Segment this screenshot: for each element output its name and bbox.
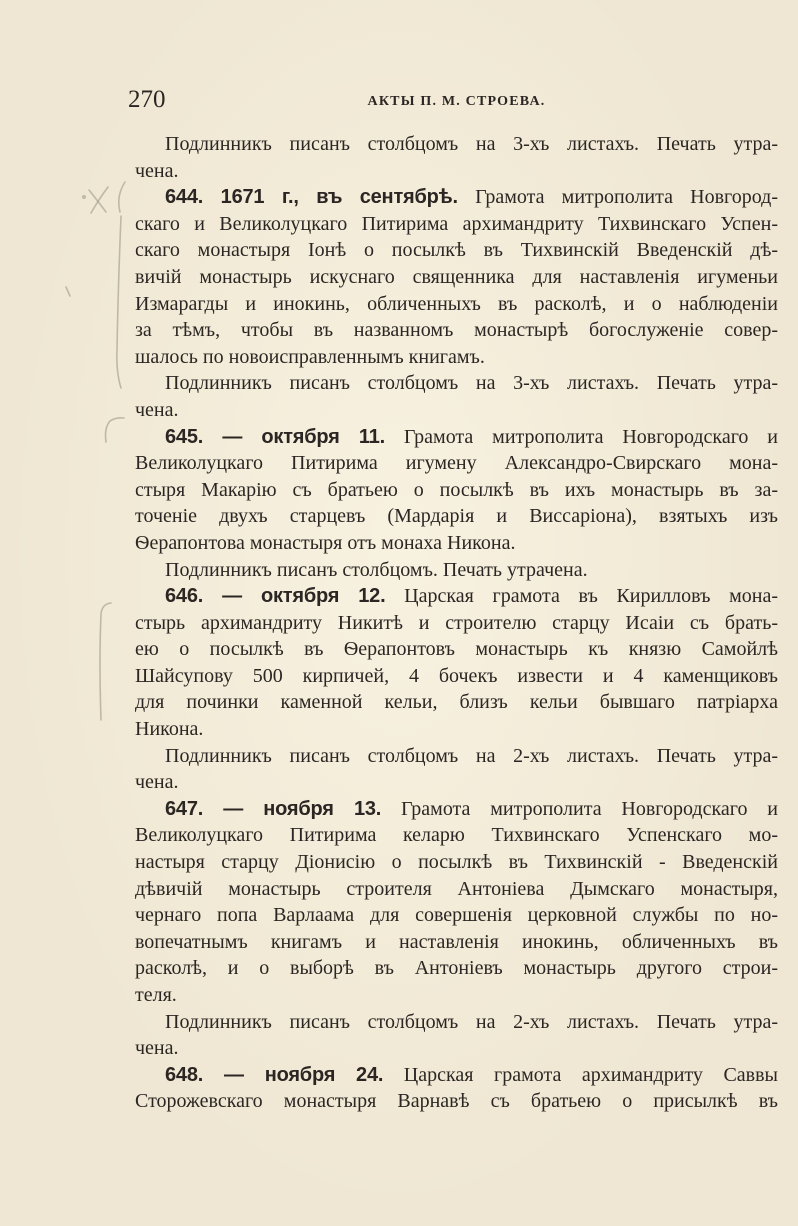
text-line: шалось по новоисправленнымъ книгамъ. <box>135 345 485 368</box>
text-line: чернаго попа Варлаама для совершенія церковной службы по но- <box>135 904 778 927</box>
text-line <box>135 424 778 451</box>
text-line: настыря старцу Діонисію о посылкѣ въ Тихвинскій - Введенскій <box>135 851 778 874</box>
document-entry-644 <box>135 184 778 370</box>
text-line <box>135 184 778 211</box>
text-line: Никона. <box>135 718 204 741</box>
text-line: Подлинникъ писанъ столбцомъ. Печать утрачена. <box>165 558 588 581</box>
text-line: стыря Макарію съ братьею о посылкѣ въ ихъ монастырь въ за- <box>135 478 778 501</box>
text-line: дѣвичій монастырь строителя Антоніева Дымскаго монастыря, <box>135 877 778 900</box>
text-line: за тѣмъ, чтобы въ названномъ монастырѣ богослуженіе совер- <box>135 319 778 342</box>
archival-note <box>135 1009 778 1062</box>
entry-heading: 646. — октября 12. <box>165 585 386 608</box>
running-title: АКТЫ П. М. СТРОЕВА. <box>367 94 546 109</box>
archival-note <box>135 743 778 796</box>
text-line <box>135 1062 778 1089</box>
text-line: стырь архимандриту Никитѣ и строителю старцу Исаіи съ брать- <box>135 611 778 634</box>
entry-heading: 647. — ноября 13. <box>165 797 382 820</box>
text-line: Подлинникъ писанъ столбцомъ на 2-хъ листахъ. Печать утра- <box>165 1010 778 1033</box>
text-line: для починки каменной кельи, близъ кельи бывшаго патріарха <box>135 691 778 714</box>
pencil-mark <box>89 190 106 212</box>
pencil-mark <box>91 187 108 213</box>
pencil-mark <box>100 603 111 720</box>
pencil-dot <box>83 196 85 198</box>
text-line: чена. <box>135 771 179 794</box>
text-line <box>135 796 778 823</box>
text-line: Великолуцкаго Питирима игумену Александро-Свирскаго мона- <box>135 452 778 475</box>
text-line: Великолуцкаго Питирима келарю Тихвинскаго Успенскаго мо- <box>135 824 778 847</box>
entry-text: Царская грамота въ Кирилловъ мона- <box>404 585 778 608</box>
archival-note <box>135 131 778 184</box>
entry-text: Грамота митрополита Новгородскаго и <box>400 797 778 820</box>
entry-heading: 648. — ноября 24. <box>165 1063 384 1086</box>
text-line: скаго монастыря Іонѣ о посылкѣ въ Тихвинскій Введенскій дѣ- <box>135 239 778 262</box>
text-line: скаго и Великолуцкаго Питирима архимандриту Тихвинскаго Успен- <box>135 212 778 235</box>
document-entry-645 <box>135 424 778 557</box>
text-line: чена. <box>135 398 179 421</box>
text-line: расколѣ, и о выборѣ въ Антоніевъ монастырь другого строи- <box>135 957 778 980</box>
text-line: Подлинникъ писанъ столбцомъ на 2-хъ листахъ. Печать утра- <box>165 744 778 767</box>
document-entry-647 <box>135 796 778 1009</box>
entry-text: Грамота митрополита Новгородскаго и <box>403 425 778 448</box>
pencil-mark <box>117 216 121 388</box>
entry-heading: 645. — октября 11. <box>165 425 385 448</box>
text-line: Подлинникъ писанъ столбцомъ на 3-хъ листахъ. Печать утра- <box>165 372 778 395</box>
pencil-mark <box>106 418 125 442</box>
text-line: вопечатнымъ книгамъ и наставленія инокинь, обличенныхъ въ <box>135 930 778 953</box>
document-entry-648 <box>135 1062 778 1115</box>
text-line: теля. <box>135 984 177 1006</box>
archival-note <box>135 370 778 423</box>
text-line: Подлинникъ писанъ столбцомъ на 3-хъ листахъ. Печать утра- <box>165 133 778 155</box>
text-column <box>135 131 778 1115</box>
text-line: вичій монастырь искуснаго священника для наставленія игуменьи <box>135 265 778 288</box>
text-line <box>135 583 778 610</box>
pencil-mark <box>119 182 125 212</box>
entry-text: Царская грамота архимандриту Саввы <box>403 1063 778 1086</box>
text-line: ею о посылкѣ въ Ѳерапонтовъ монастырь къ князю Самойлѣ <box>135 638 778 661</box>
text-line: Ѳерапонтова монастыря отъ монаха Никона. <box>135 531 516 554</box>
entry-text: Грамота митрополита Новгород- <box>475 186 778 209</box>
archival-note <box>135 557 778 584</box>
page-number: 270 <box>128 86 166 113</box>
text-line: чена. <box>135 1037 179 1060</box>
text-line: Сторожевскаго монастыря Варнавѣ съ братьею о присылкѣ въ <box>135 1090 778 1113</box>
text-line: точеніе двухъ старцевъ (Мардарія и Виссаріона), взятыхъ изъ <box>135 505 778 528</box>
document-entry-646 <box>135 583 778 743</box>
text-line: Измарагды и инокинь, обличенныхъ въ расколѣ, и о наблюденіи <box>135 292 778 315</box>
text-line: Шайсупову 500 кирпичей, 4 бочекъ извести и 4 каменщиковъ <box>135 664 778 687</box>
pencil-mark <box>66 287 70 296</box>
entry-heading: 644. 1671 г., въ сентябрѣ. <box>165 186 458 209</box>
text-line: чена. <box>135 159 179 182</box>
